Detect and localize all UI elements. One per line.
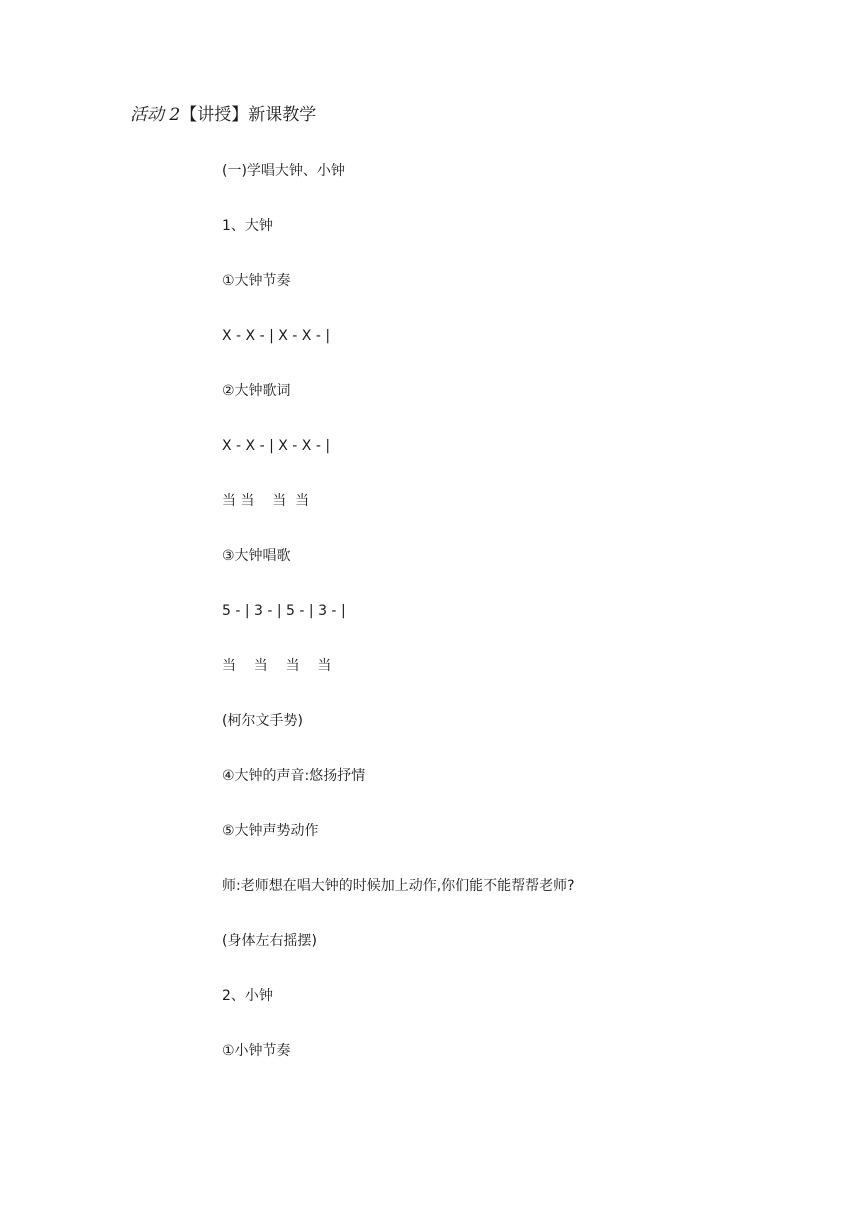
activity-number: 活动 2 [130,105,181,125]
step-movement: ⑤大钟声势动作 [222,823,319,839]
step-sound: ④大钟的声音:悠扬抒情 [222,768,366,784]
rhythm-notation: X - X - | X - X - | [222,328,331,344]
step-rhythm: ①小钟节奏 [222,1043,291,1059]
step-lyrics: ②大钟歌词 [222,383,291,399]
lyrics-line: 当 当 当 当 [222,658,332,674]
step-singing: ③大钟唱歌 [222,548,291,564]
teacher-dialogue: 师:老师想在唱大钟的时候加上动作,你们能不能帮帮老师? [222,878,575,894]
item-heading-big-bell: 1、大钟 [222,218,273,234]
note-text: (柯尔文手势) [222,713,303,729]
note-text: (身体左右摇摆) [222,933,317,949]
subsection-title: (一)学唱大钟、小钟 [222,163,345,179]
item-heading-small-bell: 2、小钟 [222,988,273,1004]
activity-title: 【讲授】新课教学 [180,105,317,125]
rhythm-notation: X - X - | X - X - | [222,438,331,454]
melody-notation: 5 - | 3 - | 5 - | 3 - | [222,603,346,619]
lesson-content [222,160,822,1095]
section-heading [130,104,316,126]
step-rhythm: ①大钟节奏 [222,273,291,289]
lyrics-line: 当 当 当 当 [222,493,310,509]
